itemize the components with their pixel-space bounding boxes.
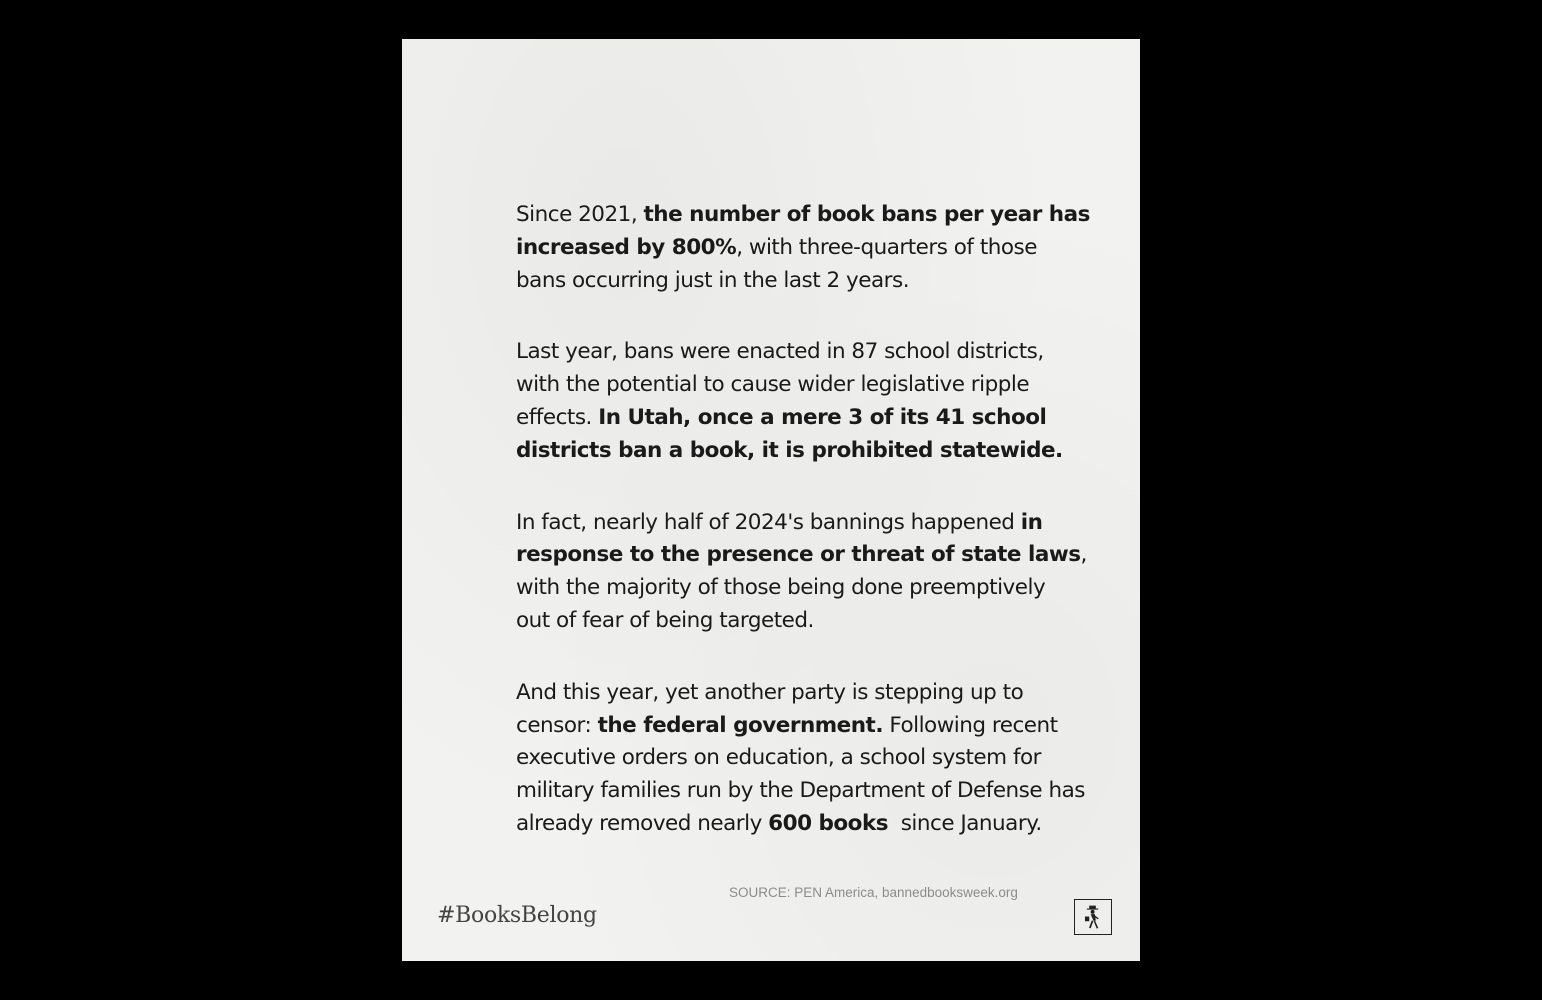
text-run: out of fear of being targeted. <box>516 607 814 633</box>
text-run-bold: districts ban a book, it is prohibited statewide. <box>516 437 1063 463</box>
paragraph-3 <box>516 507 1086 638</box>
text-line <box>516 402 1086 435</box>
text-run: , <box>1080 542 1087 568</box>
poster-page <box>402 39 1140 961</box>
text-line <box>516 605 1086 638</box>
text-run: with the majority of those being done preemptively <box>516 575 1046 601</box>
walking-figure-logo-icon <box>1074 899 1112 935</box>
text-run: executive orders on education, a school system for <box>516 745 1042 771</box>
hashtag: #BooksBelong <box>437 903 597 928</box>
text-run: with the potential to cause wider legislative ripple <box>516 372 1030 398</box>
paragraph-4 <box>516 677 1086 841</box>
text-run: military families run by the Department of Defense has <box>516 778 1085 804</box>
text-line <box>516 539 1086 572</box>
text-run: effects. <box>516 404 599 430</box>
text-line <box>516 199 1090 232</box>
text-run: censor: <box>516 712 598 738</box>
text-line <box>516 369 1086 402</box>
text-line <box>516 232 1086 265</box>
text-line <box>516 710 1086 743</box>
text-run: , with three-quarters of those <box>736 234 1037 260</box>
paragraph-2 <box>516 336 1086 467</box>
text-line <box>516 677 1086 710</box>
text-line <box>516 336 1086 369</box>
text-run: And this year, yet another party is stepping up to <box>516 679 1024 705</box>
walking-figure-icon <box>1075 900 1111 934</box>
text-run: bans occurring just in the last 2 years. <box>516 267 910 293</box>
text-line <box>516 775 1086 808</box>
text-run-bold: In Utah, once a mere 3 of its 41 school <box>598 404 1047 430</box>
text-run: Since 2021, <box>516 202 644 227</box>
text-run: since January. <box>888 810 1042 836</box>
paragraph-1 <box>516 199 1090 297</box>
text-line <box>516 265 1086 298</box>
text-run-bold: the federal government. <box>597 712 884 738</box>
text-run: Last year, bans were enacted in 87 school districts, <box>516 339 1044 365</box>
text-line <box>516 742 1086 775</box>
text-run-bold: in <box>1020 509 1043 535</box>
source-citation: SOURCE: PEN America, bannedbooksweek.org <box>729 885 1018 900</box>
text-run-bold: 600 books <box>768 810 889 836</box>
text-line <box>516 572 1086 605</box>
text-run-bold: the number of book bans per year has <box>643 202 1090 227</box>
body-text <box>516 199 1090 880</box>
text-line <box>516 435 1086 468</box>
text-run-bold: increased by 800% <box>516 234 737 260</box>
text-run-bold: response to the presence or threat of state laws <box>516 542 1081 568</box>
text-line <box>516 808 1086 841</box>
text-line <box>516 507 1086 540</box>
text-run: In fact, nearly half of 2024's bannings happened <box>516 509 1021 535</box>
text-run: Following recent <box>883 712 1058 738</box>
text-run: already removed nearly <box>516 810 769 836</box>
